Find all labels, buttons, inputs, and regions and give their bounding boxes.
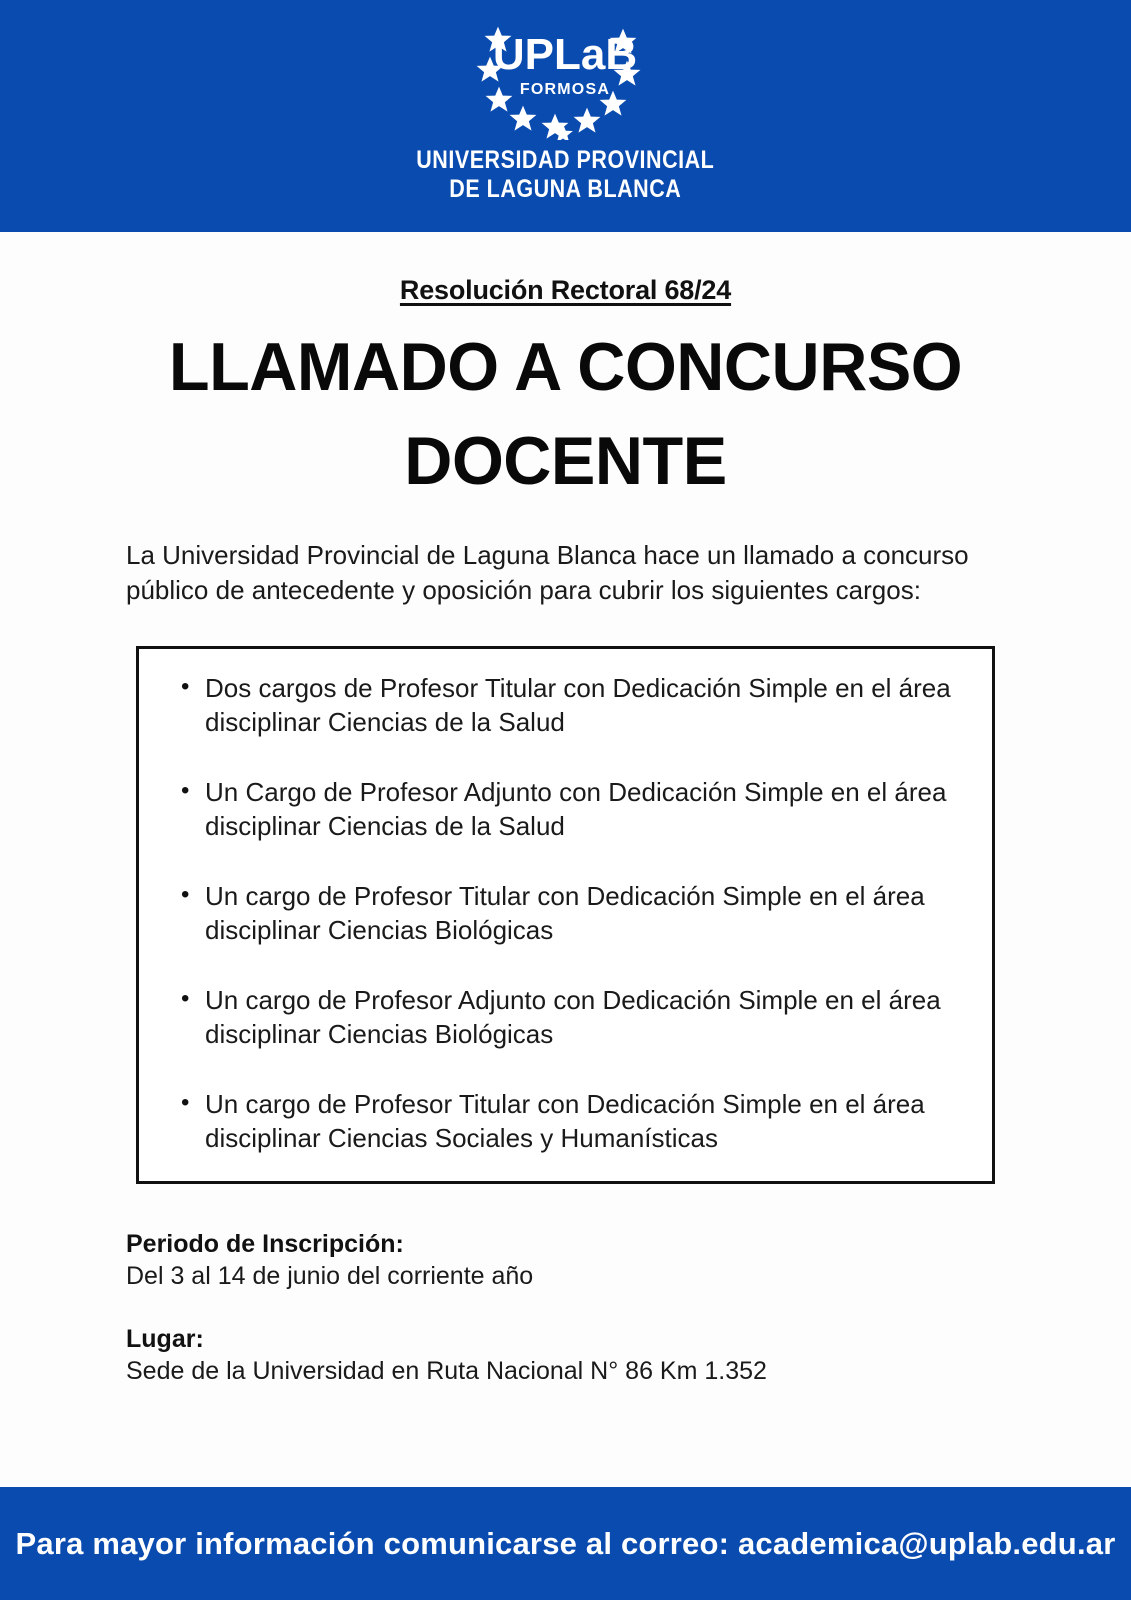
cargos-list — [165, 671, 966, 1155]
intro-paragraph: La Universidad Provincial de Laguna Blanca hace un llamado a concurso público de antecedente y oposición para cubrir los siguientes cargos: — [126, 540, 969, 605]
logo-sublabel-text: FORMOSA — [519, 81, 610, 98]
header-banner — [0, 0, 1131, 232]
institution-name-line2: DE LAGUNA BLANCA — [449, 175, 682, 203]
page-title-line1: LLAMADO A CONCURSO — [168, 329, 963, 405]
uplab-logo — [451, 14, 681, 140]
footer-banner — [0, 1487, 1131, 1600]
page-title — [11, 320, 1119, 508]
institution-name-line1: UNIVERSIDAD PROVINCIAL — [416, 146, 715, 174]
resolution-number-text: Resolución Rectoral 68/24 — [399, 275, 732, 305]
poster-content — [0, 232, 1131, 1487]
list-item: • Dos cargos de Profesor Titular con Dedicación Simple en el área disciplinar Ciencias de la Salud — [165, 671, 966, 739]
institution-name — [416, 146, 714, 204]
resolution-number — [0, 275, 1131, 306]
list-item: • Un cargo de Profesor Adjunto con Dedicación Simple en el área disciplinar Ciencias Biológicas — [165, 983, 966, 1051]
inscription-period-label: Periodo de Inscripción: — [126, 1230, 404, 1258]
details-section — [126, 1228, 1005, 1388]
list-item: • Un Cargo de Profesor Adjunto con Dedicación Simple en el área disciplinar Ciencias de la Salud — [165, 775, 966, 843]
page-title-line2: DOCENTE — [404, 423, 727, 499]
inscription-period-value: Del 3 al 14 de junio del corriente año — [126, 1262, 534, 1290]
list-item: • Un cargo de Profesor Titular con Dedicación Simple en el área disciplinar Ciencias Sociales y Humanísticas — [165, 1087, 966, 1155]
location-value: Sede de la Universidad en Ruta Nacional N° 86 Km 1.352 — [126, 1357, 767, 1385]
location-block — [126, 1323, 1005, 1388]
list-item: • Un cargo de Profesor Titular con Dedicación Simple en el área disciplinar Ciencias Biológicas — [165, 879, 966, 947]
footer-contact-text: Para mayor información comunicarse al correo: academica@uplab.edu.ar — [15, 1525, 1116, 1561]
cargos-box — [136, 646, 995, 1184]
inscription-period-block — [126, 1228, 1005, 1293]
location-label: Lugar: — [126, 1325, 204, 1353]
logo-acronym-text: UPLaB — [492, 30, 637, 79]
